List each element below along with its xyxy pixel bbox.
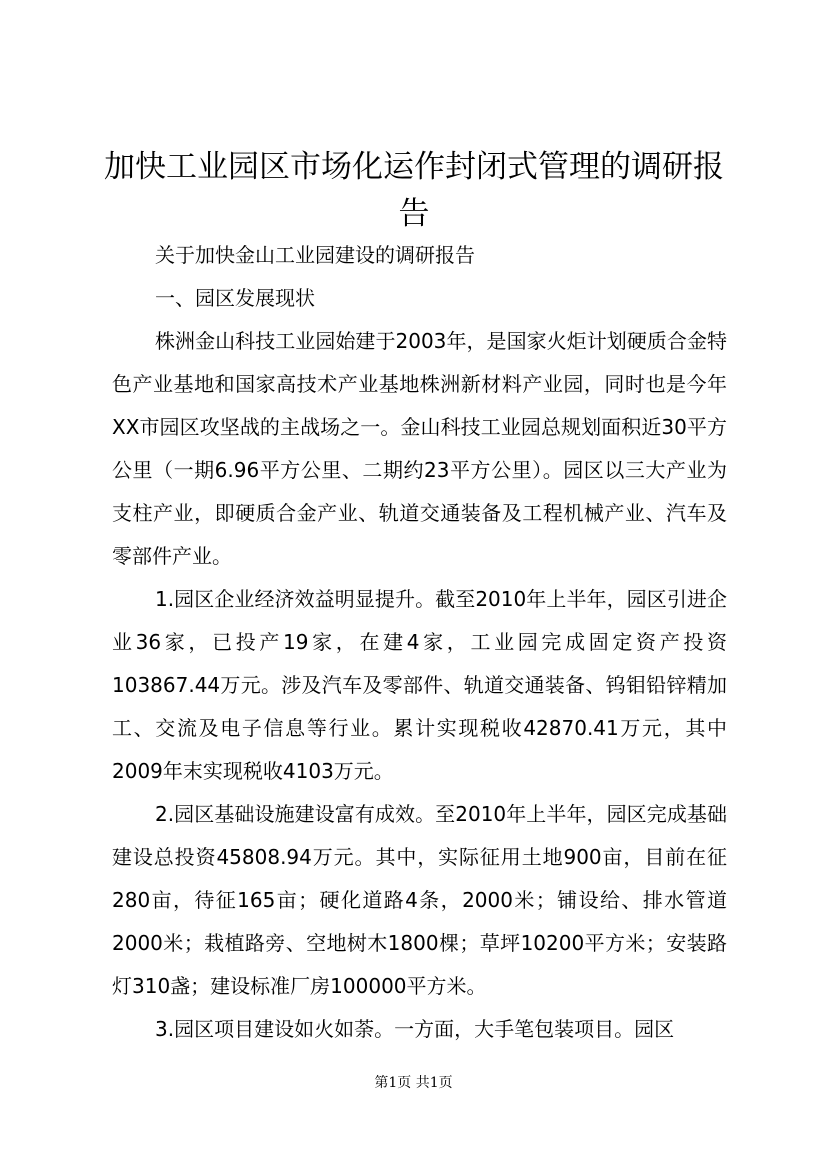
section-heading: 一、园区发展现状 bbox=[155, 286, 315, 310]
document-body bbox=[112, 234, 727, 1051]
body-paragraph: 株洲金山科技工业园始建于2003年，是国家火炬计划硬质合金特色产业基地和国家高技术产业基地株洲新材料产业园，同时也是今年XX市园区攻坚战的主战场之一。金山科技工业园总规划面积近30平方公里（一期6.96平方公里、二期约23平方公里）。园区以三大产业为支柱产业，即硬质合金产业、轨道交通装备及工程机械产业、汽车及零部件产业。 bbox=[112, 329, 727, 568]
document-title: 加快工业园区市场化运作封闭式管理的调研报告 bbox=[104, 149, 724, 232]
report-subtitle: 关于加快金山工业园建设的调研报告 bbox=[155, 243, 475, 267]
page-footer: 第1页 共1页 bbox=[374, 1075, 453, 1091]
body-paragraph: 2.园区基础设施建设富有成效。至2010年上半年，园区完成基础建设总投资45808.94万元。其中，实际征用土地900亩，目前在征280亩，待征165亩；硬化道路4条，2000米；铺设给、排水管道2000米；栽植路旁、空地树木1800棵；草坪10200平方米；安装路灯310盏；建设标准厂房100000平方米。 bbox=[112, 802, 727, 998]
body-paragraph: 1.园区企业经济效益明显提升。截至2010年上半年，园区引进企业36家，已投产19家，在建4家，工业园完成固定资产投资103867.44万元。涉及汽车及零部件、轨道交通装备、钨钼铅锌精加工、交流及电子信息等行业。累计实现税收42870.41万元，其中2009年末实现税收4103万元。 bbox=[112, 587, 727, 783]
body-paragraph: 3.园区项目建设如火如荼。一方面，大手笔包装项目。园区 bbox=[155, 1017, 675, 1041]
